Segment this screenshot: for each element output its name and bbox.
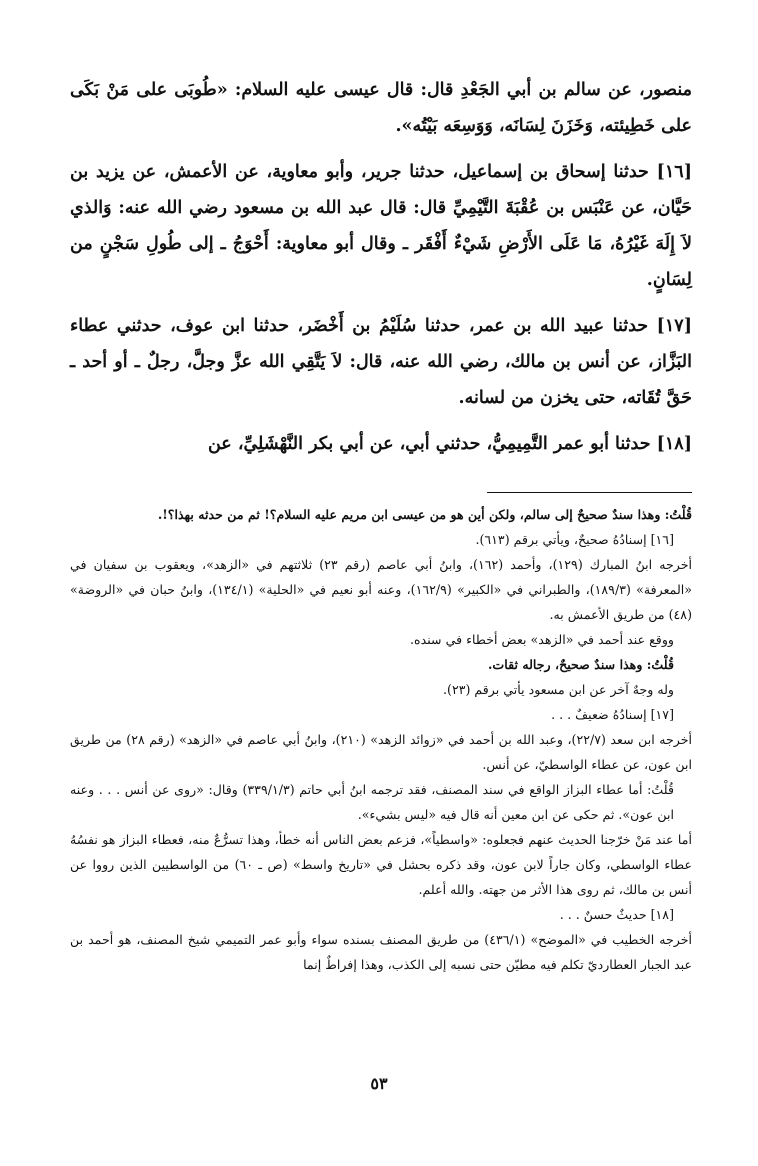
footnote-line: [١٦] إسنادُهُ صحيحٌ، ويأتي برقم (٦١٣). xyxy=(475,532,674,547)
footnote-line: ووقع عند أحمد في «الزهد» بعض أخطاء في سنده. xyxy=(410,632,674,647)
footnote-line: قُلْتُ: وهذا سندٌ صحيحٌ إلى سالم، ولكن أين هو من عيسى ابن مريم عليه السلام؟! ثم من حدثه بهذا؟!. xyxy=(157,507,692,522)
footnotes xyxy=(70,502,692,977)
paragraph-continuation: منصور، عن سالم بن أبي الجَعْدِ قال: قال عيسى عليه السلام: «طُوبَى على مَنْ بَكَى على خَطِيئته، وَخَزَنَ لِسَانَه، وَوَسِعَه بَيْتُه». xyxy=(70,80,692,136)
page-number: ٥٣ xyxy=(370,1074,388,1093)
footnote-line: قُلْتُ: أما عطاء البزاز الواقع في سند المصنف، فقد ترجمه ابنُ أبي حاتم (٣٣٩/١/٣) وقال: «روى عن أنس . . . وعنه ابن عون». ثم حكى عن ابن معين أنه قال فيه «ليس بشيء». xyxy=(70,782,674,822)
footnote-line: قُلْتُ: وهذا سندٌ صحيحٌ، رجاله ثقات. xyxy=(488,657,674,672)
footnote-line: [١٨] حديثٌ حسنٌ . . . xyxy=(559,907,674,922)
footnote-line: أخرجه ابنُ المبارك (١٢٩)، وأحمد (١٦٢)، وابنُ أبي عاصم (رقم ٢٣) ثلاثتهم في «الزهد»، ويعقوب بن سفيان في «المعرفة» (١٨٩/٣)، والطبراني في «الكبير» (١٦٢/٩)، وعنه أبو نعيم في «الحلية» (١٣٤/١)، وابنُ حبان في «الروضة» (٤٨) من طريق الأعمش به. xyxy=(70,557,692,622)
footnote-line: أخرجه ابن سعد (٢٢/٧)، وعبد الله بن أحمد في «زوائد الزهد» (٢١٠)، وابنُ أبي عاصم في «الزهد» (رقم ٢٨) من طريق ابن عون، عن عطاء الواسطيّ، عن أنس. xyxy=(70,732,692,772)
footnote-line: [١٧] إسنادُهُ ضعيفٌ . . . xyxy=(551,707,674,722)
main-text xyxy=(70,72,692,462)
book-page xyxy=(70,72,692,977)
paragraph-18: [١٨] حدثنا أبو عمر التَّمِيمِيُّ، حدثني أبي، عن أبي بكر النَّهْشَلِيِّ، عن xyxy=(207,434,692,454)
paragraph-16: [١٦] حدثنا إسحاق بن إسماعيل، حدثنا جرير، وأبو معاوية، عن الأعمش، عن يزيد بن حَيَّان، عن عَنْبَس بن عُقْبَةَ التَّيْمِيِّ قال: قال عبد الله بن مسعود رضي الله عنه: وَالذي لاَ إِلَهَ غَيْرُهُ، مَا عَلَى الأَرْضِ شَيْءٌ أَفْقَر ـ وقال أبو معاوية: أَحْوَجُ ـ إلى طُولِ سَجْنٍ من لِسَانٍ. xyxy=(70,162,692,290)
footnote-line: أما عند مَنْ خرّجنا الحديث عنهم فجعلوه: «واسطياً»، فزعم بعض الناس أنه خطأ، وهذا تسرُّعٌ منه، فعطاء البزاز هو نفسُهُ عطاء الواسطي، وكان جاراً لابن عون، وقد ذكره بحشل في «تاريخ واسط» (ص ـ ٦٠) من الواسطيين الذين رووا عن أنس بن مالك، ثم روى هذا الأثر من جهته. والله أعلم. xyxy=(70,832,692,897)
footnote-separator xyxy=(70,472,692,486)
footnote-line: وله وجهٌ آخر عن ابن مسعود يأتي برقم (٢٣). xyxy=(443,682,674,697)
footnote-line: أخرجه الخطيب في «الموضح» (٤٣٦/١) من طريق المصنف بسنده سواء وأبو عمر التميمي شيخ المصنف، هو أحمد بن عبد الجبار العطارديّ تكلم فيه مطيّن حتى نسبه إلى الكذب، وهذا إفراطٌ إنما xyxy=(70,932,692,972)
paragraph-17: [١٧] حدثنا عبيد الله بن عمر، حدثنا سُلَيْمُ بن أَخْضَر، حدثنا ابن عوف، حدثني عطاء البَزَّاز، عن أنس بن مالك، رضي الله عنه، قال: لاَ يَتَّقِي الله عزَّ وجلَّ، رجلٌ ـ أو أحد ـ حَقَّ تُقَاته، حتى يخزن من لسانه. xyxy=(70,316,692,408)
